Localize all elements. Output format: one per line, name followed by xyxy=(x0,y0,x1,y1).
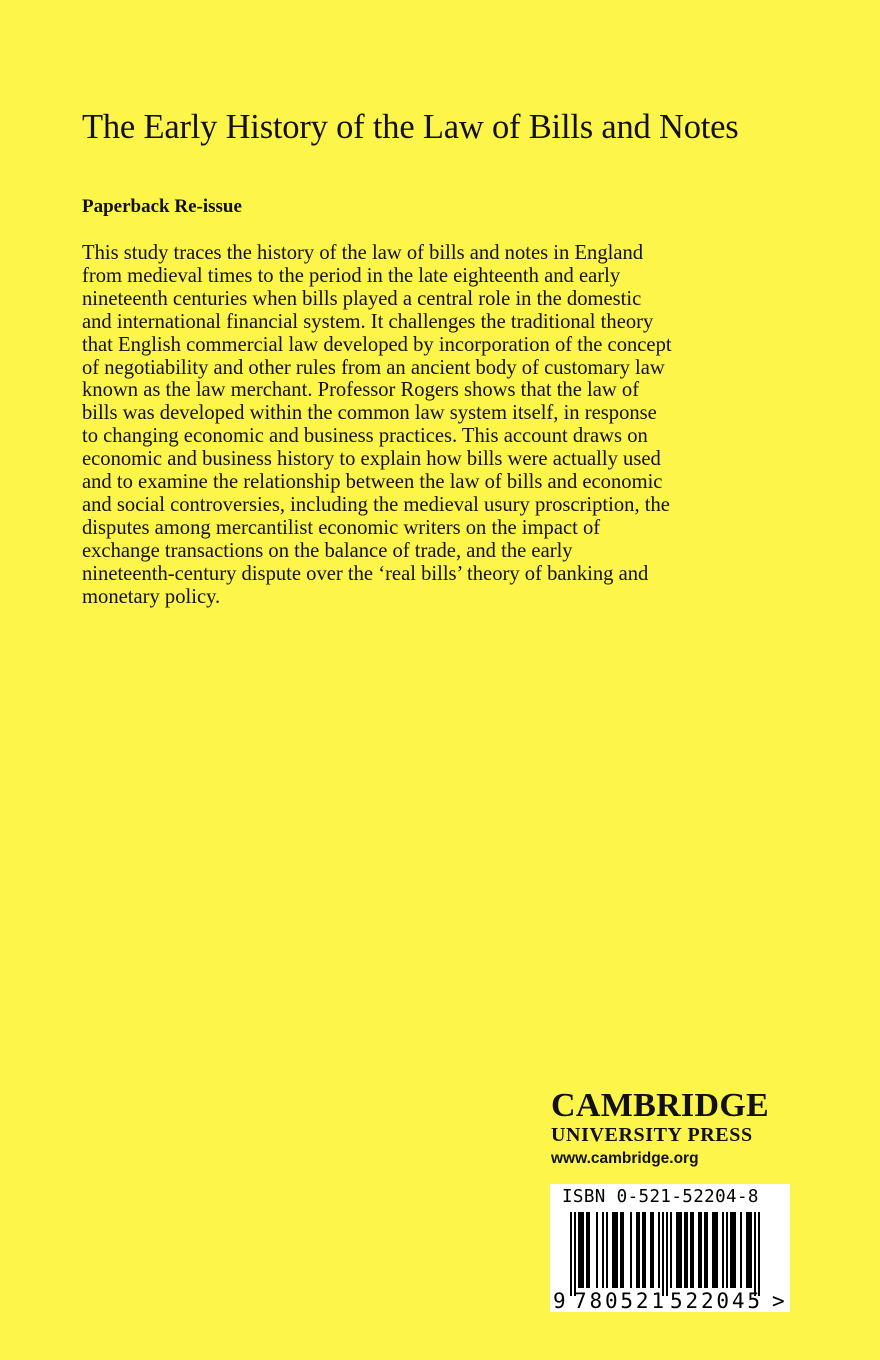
publisher-imprint xyxy=(551,1088,801,1170)
barcode-bars xyxy=(570,1212,760,1296)
description-line: and international financial system. It challenges the traditional theory xyxy=(82,310,654,333)
barcode-bar xyxy=(630,1212,632,1288)
description-line: exchange transactions on the balance of trade, and the early xyxy=(82,539,573,562)
publisher-website-link[interactable]: www.cambridge.org xyxy=(551,1150,699,1167)
barcode-bar xyxy=(712,1212,718,1288)
description-line: nineteenth centuries when bills played a central role in the domestic xyxy=(82,287,642,310)
barcode-bar xyxy=(698,1212,702,1288)
barcode-bar xyxy=(658,1212,660,1288)
barcode-bar xyxy=(620,1212,624,1288)
barcode-guard-bar xyxy=(570,1212,572,1296)
barcode-guard-bar xyxy=(662,1212,664,1296)
edition-note: Paperback Re-issue xyxy=(82,196,242,217)
book-description xyxy=(82,242,742,609)
ean-right-group: 522045 xyxy=(670,1289,760,1312)
barcode-bar xyxy=(612,1212,618,1288)
barcode-panel xyxy=(550,1184,790,1312)
description-line: known as the law merchant. Professor Rogers shows that the law of xyxy=(82,379,640,402)
barcode-bar xyxy=(676,1212,682,1288)
ean-quiet-marker: > xyxy=(772,1289,785,1312)
barcode-bar xyxy=(586,1212,590,1288)
barcode-bar xyxy=(636,1212,640,1288)
description-line: bills was developed within the common law system itself, in response xyxy=(82,402,657,425)
barcode-bar xyxy=(726,1212,728,1288)
barcode-bar xyxy=(642,1212,646,1288)
barcode-bar xyxy=(730,1212,736,1288)
description-line: economic and business history to explain how bills were actually used xyxy=(82,448,661,471)
description-line: This study traces the history of the law of bills and notes in England xyxy=(82,242,644,264)
description-line: from medieval times to the period in the late eighteenth and early xyxy=(82,264,621,287)
barcode-bar xyxy=(684,1212,688,1288)
ean-first-digit: 9 xyxy=(553,1289,566,1312)
barcode-bar xyxy=(602,1212,604,1288)
barcode-bar xyxy=(606,1212,608,1288)
barcode-bar xyxy=(596,1212,598,1288)
description-line: to changing economic and business practices. This account draws on xyxy=(82,425,648,448)
description-line: disputes among mercantilist economic writers on the impact of xyxy=(82,516,601,539)
barcode-guard-bar xyxy=(574,1212,576,1296)
description-line: and social controversies, including the medieval usury proscription, the xyxy=(82,493,670,516)
barcode-bar xyxy=(740,1212,742,1288)
description-line: of negotiability and other rules from an ancient body of customary law xyxy=(82,356,665,379)
book-title: The Early History of the Law of Bills and Notes xyxy=(82,108,739,146)
barcode-bar xyxy=(690,1212,694,1288)
description-line: and to examine the relationship between the law of bills and economic xyxy=(82,471,663,494)
description-line: monetary policy. xyxy=(82,585,221,608)
barcode-bar xyxy=(722,1212,724,1288)
publisher-logo: CAMBRIDGE xyxy=(551,1087,770,1124)
ean-left-group: 780521 xyxy=(574,1289,664,1312)
barcode-bar xyxy=(578,1212,584,1288)
publisher-subname: UNIVERSITY PRESS xyxy=(551,1124,753,1146)
barcode-guard-bar xyxy=(666,1212,668,1296)
barcode-bar xyxy=(704,1212,708,1288)
barcode-guard-bar xyxy=(758,1212,760,1296)
isbn-text: ISBN 0-521-52204-8 xyxy=(562,1187,759,1207)
description-line: that English commercial law developed by incorporation of the concept xyxy=(82,333,672,356)
barcode-guard-bar xyxy=(754,1212,756,1296)
description-line: nineteenth-century dispute over the ‘real bills’ theory of banking and xyxy=(82,562,649,585)
barcode-bar xyxy=(650,1212,654,1288)
barcode-bar xyxy=(746,1212,752,1288)
barcode xyxy=(550,1184,790,1312)
barcode-bar xyxy=(670,1212,672,1288)
